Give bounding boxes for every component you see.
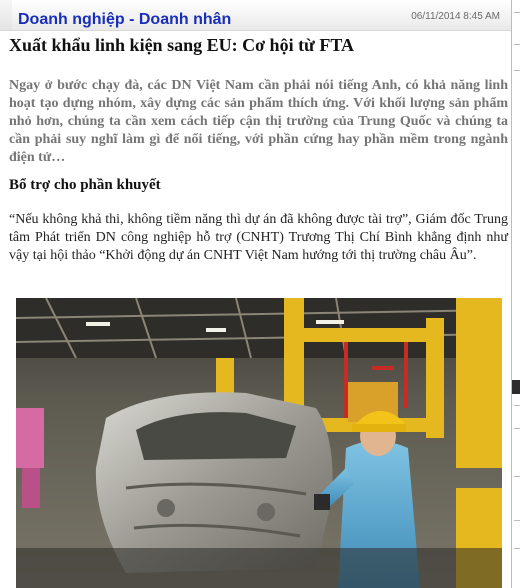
- assembly-floor: [16, 548, 502, 588]
- article-subheading: Bổ trợ cho phần khuyết: [9, 177, 161, 193]
- section-link[interactable]: Doanh nghiệp - Doanh nhân: [18, 11, 232, 28]
- factory-photo[interactable]: [16, 298, 502, 588]
- right-sidebar-edge: [511, 0, 520, 588]
- sidebar-divider: [514, 476, 520, 477]
- header-corner: [0, 0, 12, 30]
- sidebar-divider: [514, 520, 520, 521]
- sidebar-dark-block: [512, 380, 520, 394]
- article-title: Xuất khẩu linh kiện sang EU: Cơ hội từ FTA: [9, 35, 355, 55]
- sidebar-divider: [514, 44, 520, 45]
- sidebar-divider: [514, 12, 520, 13]
- publish-timestamp: 06/11/2014 8:45 AM: [411, 11, 500, 22]
- article-body-paragraph: “Nếu không khả thi, không tiềm năng thì dự án đã không được tài trợ”, Giám đốc Trung tâm Phát triển DN công nghiệp hỗ trợ (CNHT) Trương Thị Chí Bình khẳng định như vậy tại hội thảo “Khởi động dự án CNHT Việt Nam hướng tới thị trường châu Âu”.: [9, 212, 508, 263]
- sidebar-divider: [514, 405, 520, 406]
- sidebar-divider: [514, 548, 520, 549]
- sidebar-divider: [514, 428, 520, 429]
- car-body-shell: [96, 392, 333, 573]
- sidebar-divider: [514, 70, 520, 71]
- article-lead: Ngay ở bước chạy đà, các DN Việt Nam cần phải nói tiếng Anh, có khả năng linh hoạt tạo dựng nhóm, xây dựng các sản phẩm thích ứng. Với khối lượng sản phẩm nhỏ hơn, chúng ta cần xem cách tiếp cận thị trường của Trung Quốc và chúng ta cần phải suy nghĩ làm gì để nổi tiếng, với phần cứng hay phần mềm trong ngành điện tử…: [9, 78, 508, 165]
- section-header: [0, 0, 512, 31]
